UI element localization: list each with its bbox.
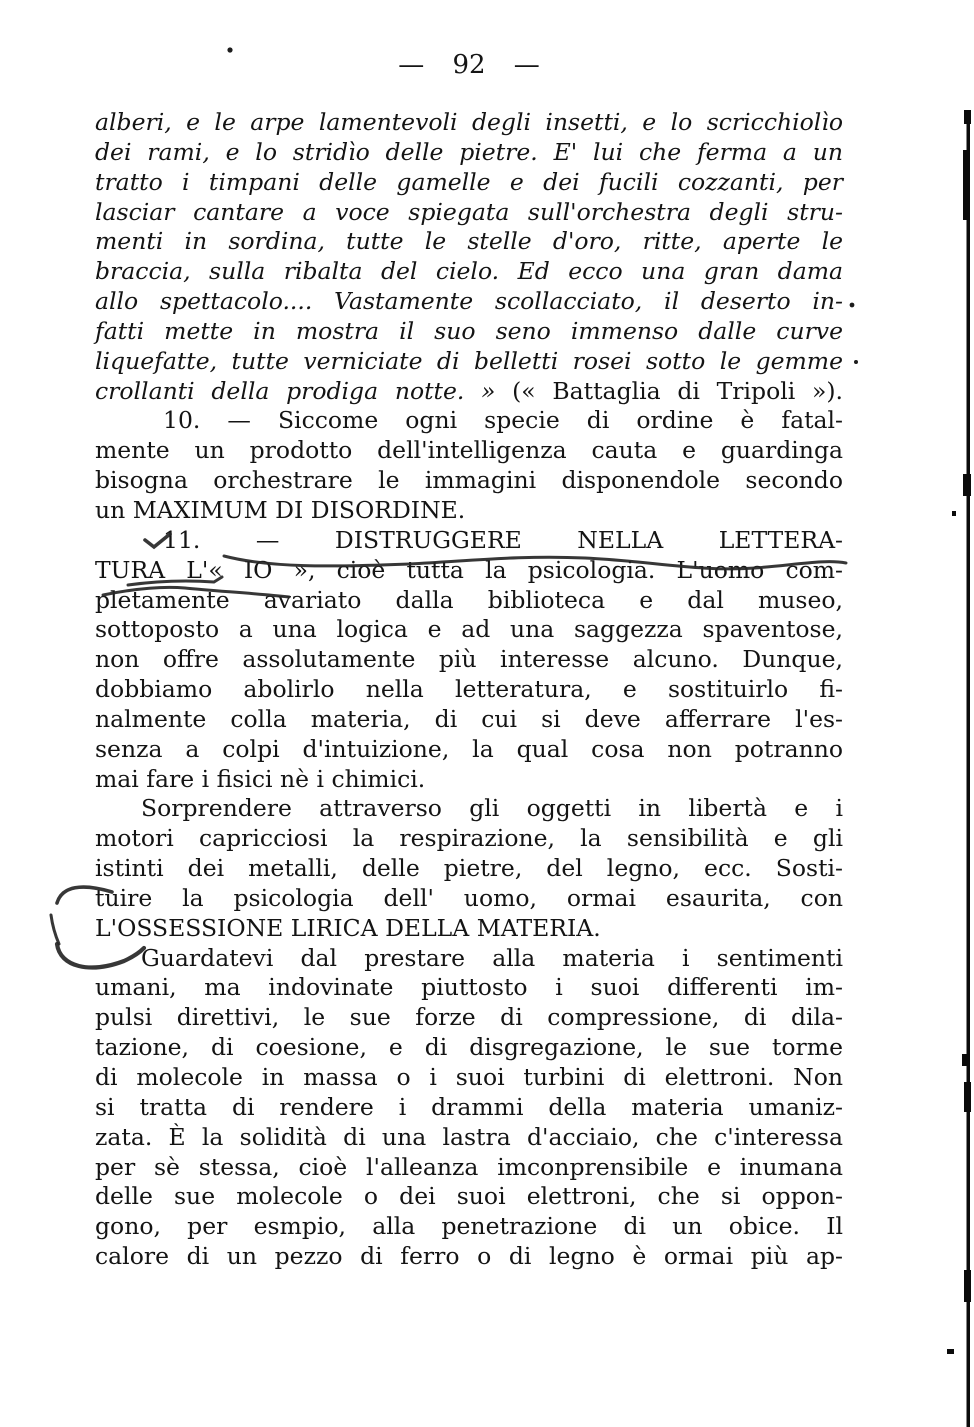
text-line xyxy=(95,914,843,944)
text-line xyxy=(95,765,843,795)
roman-text-segment: istinti dei metalli, delle pietre, del legno, ecc. Sosti- xyxy=(95,854,843,883)
text-line xyxy=(95,406,843,436)
italic-text-segment: fatti mette in mostra il suo seno immenso dalle curve xyxy=(95,316,843,345)
roman-text-segment: 11. — DISTRUGGERE NELLA LETTERA- xyxy=(163,525,843,554)
roman-text-segment: Guardatevi dal prestare alla materia i sentimenti xyxy=(141,943,843,972)
roman-text-segment: mai fare i fisici nè i chimici. xyxy=(95,764,426,793)
text-line xyxy=(95,794,843,824)
text-line xyxy=(95,1212,843,1242)
roman-text-segment: motori capricciosi la respirazione, la sensibilità e gli xyxy=(95,824,843,853)
roman-text-segment: mente un prodotto dell'intelligenza cauta e guardinga xyxy=(95,436,843,465)
text-line xyxy=(95,257,843,287)
text-line xyxy=(95,1063,843,1093)
italic-text-segment: liquefatte, tutte verniciate di belletti rosei sotto le gemme xyxy=(95,346,843,375)
page-number-header: — 92 — xyxy=(398,50,540,80)
italic-text-segment: lasciar cantare a voce spiegata sull'orchestra degli stru- xyxy=(95,197,843,226)
roman-text-segment: un MAXIMUM DI DISORDINE. xyxy=(95,495,466,524)
text-line xyxy=(95,436,843,466)
roman-text-segment: si tratta di rendere i drammi della materia umaniz- xyxy=(95,1092,843,1121)
roman-text-segment: nalmente colla materia, di cui si deve afferrare l'es- xyxy=(95,704,843,733)
text-line xyxy=(95,556,843,586)
text-line xyxy=(95,675,843,705)
roman-text-segment: tuire la psicologia dell' uomo, ormai esaurita, con xyxy=(95,883,843,912)
text-line xyxy=(95,317,843,347)
text-line xyxy=(95,645,843,675)
text-line xyxy=(95,944,843,974)
text-line xyxy=(95,735,843,765)
text-line xyxy=(95,227,843,257)
text-line xyxy=(95,526,843,556)
text-line xyxy=(95,1153,843,1183)
roman-text-segment: senza a colpi d'intuizione, la qual cosa non potranno xyxy=(95,734,843,763)
text-line xyxy=(95,496,843,526)
italic-text-segment: menti in sordina, tutte le stelle d'oro, ritte, aperte le xyxy=(95,227,843,256)
text-line xyxy=(95,973,843,1003)
text-line xyxy=(95,705,843,735)
roman-text-segment: pulsi direttivi, le sue forze di compressione, di dila- xyxy=(95,1003,843,1032)
text-line xyxy=(95,615,843,645)
italic-text-segment: dei rami, e lo stridìo delle pietre. E' lui che ferma a un xyxy=(95,137,843,166)
roman-text-segment: di molecole in massa o i suoi turbini di elettroni. Non xyxy=(95,1063,843,1091)
text-line xyxy=(95,377,843,407)
text-block xyxy=(95,108,843,1272)
roman-text-segment: umani, ma indovinate piuttosto i suoi differenti im- xyxy=(95,973,843,1002)
text-line xyxy=(95,347,843,377)
roman-text-segment: calore di un pezzo di ferro o di legno è ormai più ap- xyxy=(95,1242,843,1271)
text-line xyxy=(95,884,843,914)
roman-text-segment: (« Battaglia di Tripoli »). xyxy=(512,376,843,405)
roman-text-segment: per sè stessa, cioè l'alleanza imconprensibile e inumana xyxy=(95,1152,843,1181)
roman-text-segment: non offre assolutamente più interesse alcuno. Dunque, xyxy=(95,645,843,674)
text-line xyxy=(95,1182,843,1212)
italic-text-segment: tratto i timpani delle gamelle e dei fucili cozzanti, per xyxy=(95,167,843,196)
roman-text-segment: zata. È la solidità di una lastra d'acciaio, che c'interessa xyxy=(95,1122,843,1151)
text-line xyxy=(95,168,843,198)
roman-text-segment: gono, per esmpio, alla penetrazione di un obice. Il xyxy=(95,1212,843,1241)
text-line xyxy=(95,1242,843,1272)
text-line xyxy=(95,1033,843,1063)
text-line xyxy=(95,854,843,884)
text-line xyxy=(95,198,843,228)
roman-text-segment: delle sue molecole o dei suoi elettroni, che si oppon- xyxy=(95,1182,843,1211)
roman-text-segment: pletamente avariato dalla biblioteca e dal museo, xyxy=(95,585,843,614)
roman-text-segment: 10. — Siccome ogni specie di ordine è fatal- xyxy=(163,406,843,435)
text-line xyxy=(95,1003,843,1033)
text-line xyxy=(95,586,843,616)
text-line xyxy=(95,287,843,317)
roman-text-segment: sottoposto a una logica e ad una saggezza spaventose, xyxy=(95,615,843,644)
text-line xyxy=(95,466,843,496)
roman-text-segment: bisogna orchestrare le immagini disponendole secondo xyxy=(95,466,843,495)
text-line xyxy=(95,1123,843,1153)
text-line xyxy=(95,1093,843,1123)
roman-text-segment: TURA L'« IO », cioè tutta la psicologia. L'uomo com- xyxy=(95,555,843,584)
italic-text-segment: crollanti della prodiga notte. » xyxy=(95,376,513,405)
italic-text-segment: braccia, sulla ribalta del cielo. Ed ecco una gran dama xyxy=(95,257,843,286)
italic-text-segment: alberi, e le arpe lamentevoli degli insetti, e lo scricchiolìo xyxy=(95,108,843,136)
roman-text-segment: tazione, di coesione, e di disgregazione, le sue torme xyxy=(95,1033,843,1062)
roman-text-segment: dobbiamo abolirlo nella letteratura, e sostituirlo fi- xyxy=(95,675,843,704)
page-edge-line xyxy=(947,110,971,1427)
text-line xyxy=(95,824,843,854)
margin-bracket-slash xyxy=(51,915,59,944)
roman-text-segment: Sorprendere attraverso gli oggetti in libertà e i xyxy=(141,794,843,823)
text-line xyxy=(95,108,843,138)
italic-text-segment: allo spettacolo.... Vastamente scollacciato, il deserto in- xyxy=(95,287,843,316)
text-line xyxy=(95,138,843,168)
roman-text-segment: L'OSSESSIONE LIRICA DELLA MATERIA. xyxy=(95,913,601,942)
